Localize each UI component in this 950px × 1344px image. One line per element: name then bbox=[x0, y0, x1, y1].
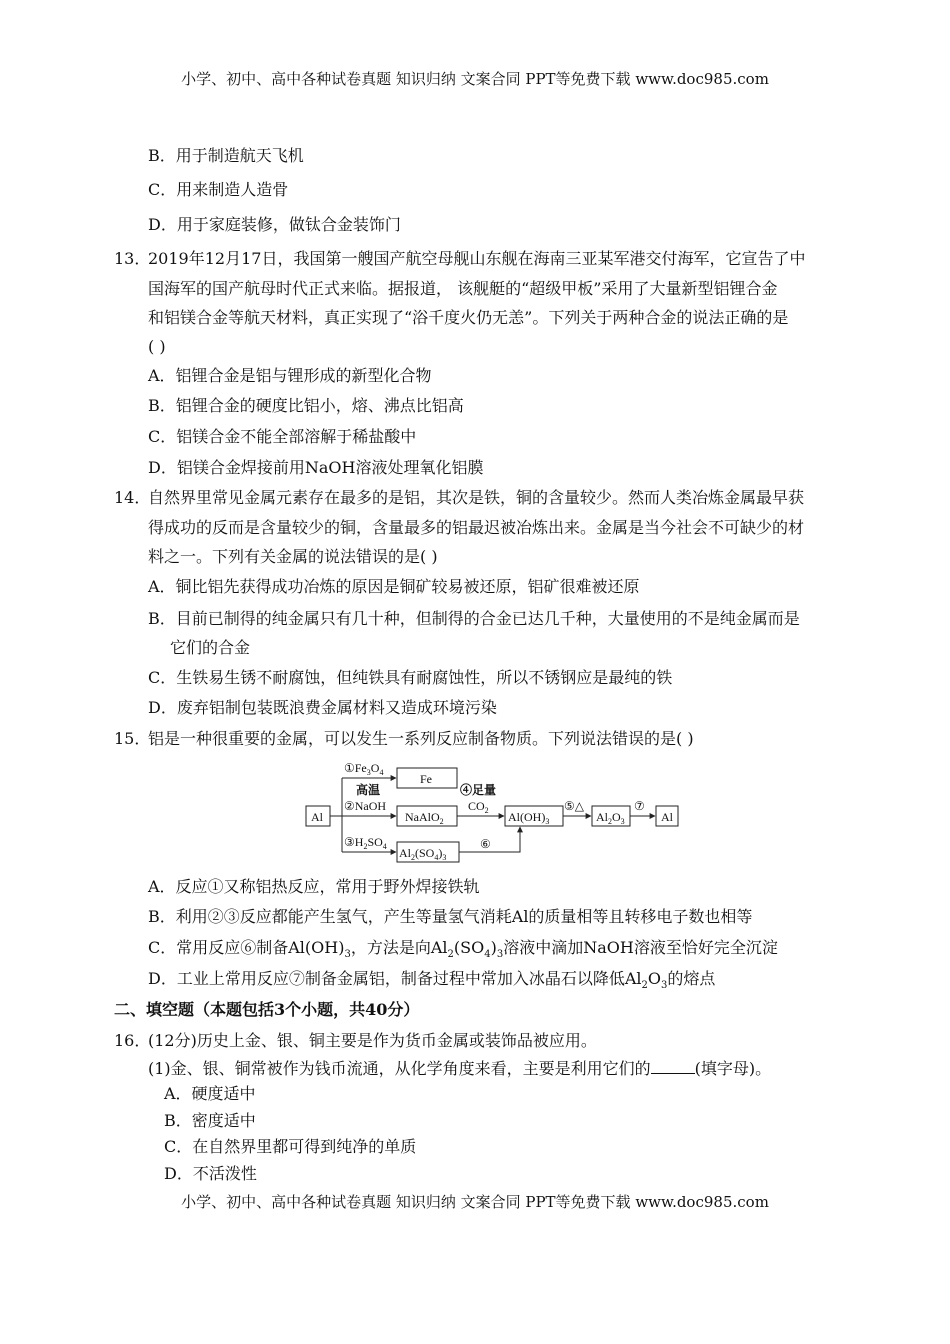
q16-stem: (12分)历史上金、银、铜主要是作为货币金属或装饰品被应用。 bbox=[148, 1031, 597, 1050]
q14-option-a: A．铜比铝先获得成功冶炼的原因是铜矿较易被还原，铝矿很难被还原 bbox=[148, 577, 640, 596]
box-al-start-label: Al bbox=[311, 810, 323, 824]
box-al2o3-label: $Al_2O_3$ bbox=[596, 810, 625, 826]
q13-option-b: B．铝锂合金的硬度比铝小，熔、沸点比铝高 bbox=[148, 396, 464, 415]
q14-number: 14． bbox=[114, 488, 151, 507]
q16-sub1: (1)金、银、铜常被作为钱币流通，从化学角度来看，主要是利用它们的 (填字母)。 bbox=[148, 1059, 772, 1078]
label-reaction-4: ④足量 bbox=[460, 783, 497, 797]
q14-stem-line-2: 得成功的反而是含量较少的铜，含量最多的铝最迟被冶炼出来。金属是当今社会不可缺少的材 bbox=[148, 518, 805, 537]
q13-option-a: A．铝锂合金是铝与锂形成的新型化合物 bbox=[148, 366, 432, 385]
box-naalo2-label: NaAlO$_2$ bbox=[405, 810, 444, 826]
q14-option-b: B．目前已制得的纯金属只有几十种，但制得的合金已达几千种，大量使用的不是纯金属而是 bbox=[148, 609, 800, 628]
label-reaction-6: ⑥ bbox=[480, 837, 491, 851]
page-footer: 小学、初中、高中各种试卷真题 知识归纳 文案合同 PPT等免费下载 www.doc985.com bbox=[181, 1193, 769, 1211]
q14-stem-line-1: 自然界里常见金属元素存在最多的是铝，其次是铁，铜的含量较少。然而人类冶炼金属最早获 bbox=[148, 488, 805, 507]
q15-option-d: D．工业上常用反应⑦制备金属铝，制备过程中常加入冰晶石以降低$Al_2O_3$的熔点 bbox=[148, 969, 716, 992]
q16-option-a: A．硬度适中 bbox=[164, 1084, 256, 1103]
reaction-flow-diagram bbox=[300, 758, 690, 868]
label-reaction-5: ⑤△ bbox=[564, 799, 584, 813]
q14-option-d: D．废弃铝制包装既浪费金属材料又造成环境污染 bbox=[148, 698, 497, 717]
label-reaction-7: ⑦ bbox=[634, 799, 645, 813]
label-reaction-3: $③H_2SO_4$ bbox=[344, 835, 387, 851]
box-al2so43-label: $Al_2(SO_4)_3$ bbox=[399, 846, 447, 862]
q15-stem: 铝是一种很重要的金属，可以发生一系列反应制备物质。下列说法错误的是( ) bbox=[148, 729, 694, 748]
q12-option-d: D．用于家庭装修，做钛合金装饰门 bbox=[148, 215, 401, 234]
box-al-end-label: Al bbox=[661, 810, 673, 824]
q13-answer-bracket: ( ) bbox=[148, 337, 166, 356]
q13-option-c: C．铝镁合金不能全部溶解于稀盐酸中 bbox=[148, 427, 417, 446]
label-reaction-1: $①Fe_3O_4$ bbox=[344, 761, 384, 777]
q14-option-b-cont: 它们的合金 bbox=[170, 638, 251, 657]
q16-answer-blank[interactable] bbox=[651, 1059, 695, 1074]
label-reaction-2: ②NaOH bbox=[344, 799, 387, 813]
q16-option-d: D．不活泼性 bbox=[164, 1164, 257, 1183]
q15-option-a: A．反应①又称铝热反应，常用于野外焊接铁轨 bbox=[148, 877, 480, 896]
q15-number: 15． bbox=[114, 729, 151, 748]
page-header: 小学、初中、高中各种试卷真题 知识归纳 文案合同 PPT等免费下载 www.doc985.com bbox=[181, 70, 769, 88]
box-aloh3-label: $Al(OH)_3$ bbox=[508, 810, 550, 826]
q13-stem-line-1: 2019年12月17日，我国第一艘国产航空母舰山东舰在海南三亚某军港交付海军，它宣告了中 bbox=[148, 249, 806, 268]
q14-stem-line-3: 料之一。下列有关金属的说法错误的是( ) bbox=[148, 547, 438, 566]
q15-option-c: C．常用反应⑥制备$Al(OH)_3$，方法是向$Al_2(SO_4)_3$溶液中滴加NaOH溶液至恰好完全沉淀 bbox=[148, 938, 778, 961]
box-fe-label: Fe bbox=[420, 772, 432, 786]
q13-number: 13． bbox=[114, 249, 151, 268]
q13-stem-line-2: 国海军的国产航母时代正式来临。据报道， 该舰艇的“超级甲板”采用了大量新型铝锂合金 bbox=[148, 279, 778, 298]
q16-option-c: C．在自然界里都可得到纯净的单质 bbox=[164, 1137, 417, 1156]
q12-option-c: C．用来制造人造骨 bbox=[148, 180, 289, 199]
q15-option-b: B．利用②③反应都能产生氢气，产生等量氢气消耗Al的质量相等且转移电子数也相等 bbox=[148, 907, 753, 926]
q13-stem-line-3: 和铝镁合金等航天材料，真正实现了“浴千度火仍无恙”。下列关于两种合金的说法正确的是 bbox=[148, 308, 789, 327]
q16-number: 16． bbox=[114, 1031, 151, 1050]
q14-option-c: C．生铁易生锈不耐腐蚀，但纯铁具有耐腐蚀性，所以不锈钢应是最纯的铁 bbox=[148, 668, 673, 687]
q12-option-b: B．用于制造航天飞机 bbox=[148, 146, 304, 165]
label-co2: $CO_2$ bbox=[468, 799, 489, 815]
section-2-title: 二、填空题（本题包括3个小题，共40分） bbox=[114, 1000, 420, 1019]
label-gaowen: 高温 bbox=[356, 783, 381, 797]
arrow-branch-trunk bbox=[330, 778, 342, 852]
q13-option-d: D．铝镁合金焊接前用NaOH溶液处理氧化铝膜 bbox=[148, 458, 484, 477]
q16-option-b: B．密度适中 bbox=[164, 1111, 256, 1130]
